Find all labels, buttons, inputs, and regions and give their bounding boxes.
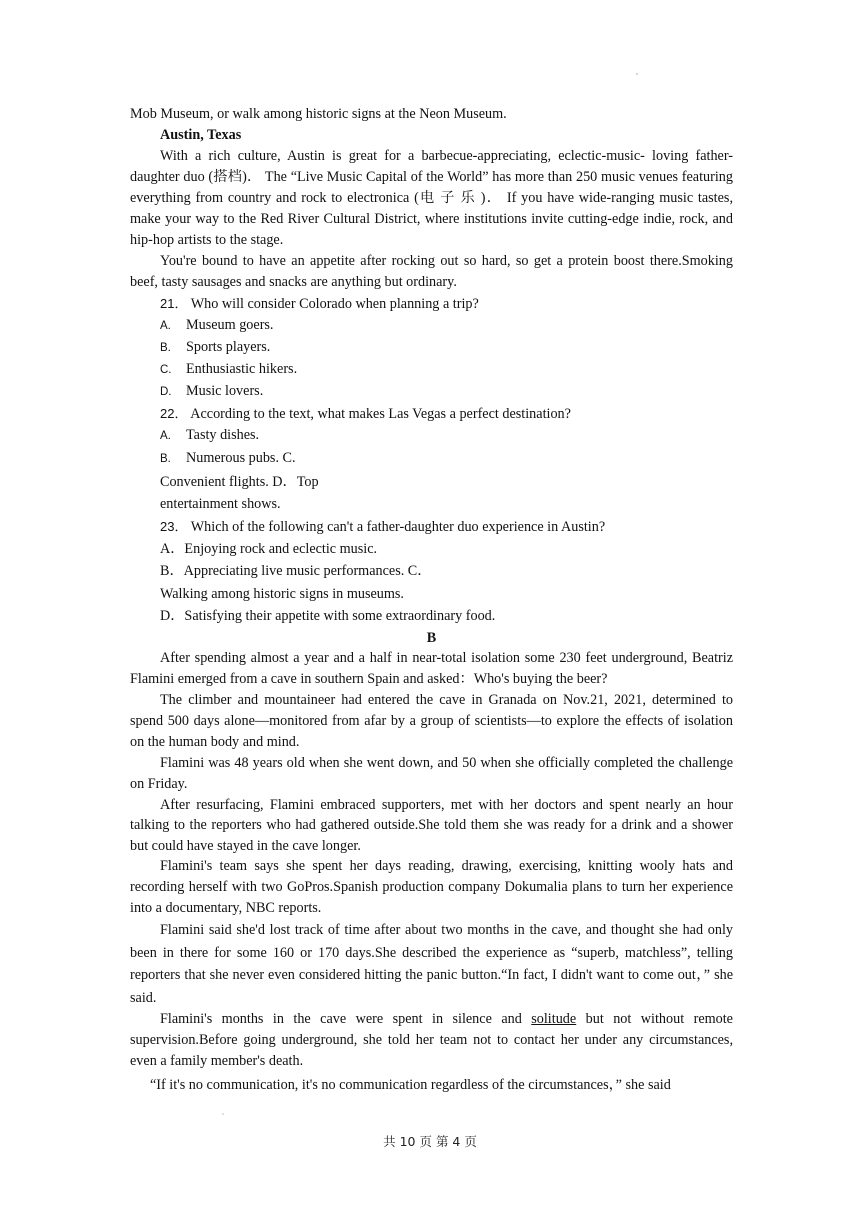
option-c: Walking among historic signs in museums. (160, 585, 404, 602)
paragraph-austin-1: With a rich culture, Austin is great for a barbecue-appreciating, eclectic-music- loving father-daughter duo (搭档)． The “Live Music Capital of the World” has more than 250 music venues featuring everything from country and rock to electronica (电 子 乐 )． If you have wide-ranging music tastes, make your way to the Red River Cultural District, where institutions invite cutting-edge indie, rock, and hip-hop artists to the stage. (130, 148, 733, 248)
question-number: 23． (160, 518, 188, 534)
section-heading-austin: Austin, Texas (160, 127, 242, 143)
section-heading-b: B (426, 629, 437, 646)
option-d: D. Music lovers. (160, 383, 264, 399)
paragraph-b-2: The climber and mountaineer had entered the cave in Granada on Nov.21, 2021, determined to spend 500 days alone—monitored from afar by a group of scientists—to explore the effects of isolation on the human body and mind. (130, 691, 733, 750)
option-a: A. Museum goers. (160, 317, 274, 333)
option-d-continued: entertainment shows. (160, 496, 281, 512)
paragraph-b-5: Flamini's team says she spent her days reading, drawing, exercising, knitting wooly hats and recording herself with two GoPros.Spanish production company Dokumalia plans to turn her experience into a documentary, NBC reports. (130, 858, 733, 916)
paragraph-b-1: After spending almost a year and a half in near-total isolation some 230 feet underground, Beatriz Flamini emerged from a cave in southern Spain and asked：Who's buying the beer? (130, 649, 733, 687)
question-23 (130, 516, 733, 628)
option-c-d: Convenient flights. D．Top (160, 473, 319, 490)
paragraph-b-8: “If it's no communication, it's no communication regardless of the circumstances，” she said (150, 1077, 671, 1093)
paragraph-b-6: Flamini said she'd lost track of time after about two months in the cave, and thought she had only been in there for some 160 or 170 days.She described the experience as “superb, matchless”, telling reporters that she never even considered hitting the panic button.“In fact, I didn't want to come out，” she said. (130, 922, 733, 1006)
question-number: 21． (160, 296, 188, 311)
scan-speck (636, 73, 638, 75)
paragraph-b-3: Flamini was 48 years old when she went down, and 50 when she officially completed the challenge on Friday. (130, 754, 733, 792)
option-c: C. Enthusiastic hikers. (160, 361, 298, 377)
question-number: 22． (160, 406, 188, 421)
option-a: A．Enjoying rock and eclectic music. (160, 540, 378, 557)
option-d: D．Satisfying their appetite with some extraordinary food. (160, 608, 496, 624)
underlined-word: solitude (531, 1011, 577, 1027)
option-b: B．Appreciating live music performances. C． (160, 563, 432, 579)
paragraph-b-7: Flamini's months in the cave were spent in silence and solitude but not without remote supervision.Before going underground, she told her team not to contact her under any circumstances, even a family member's death. (130, 1011, 733, 1069)
question-text: Who will consider Colorado when planning a trip? (190, 296, 479, 312)
question-text: According to the text, what makes Las Vegas a perfect destination? (190, 406, 571, 422)
option-b: B. Numerous pubs. C. (160, 450, 296, 466)
paragraph-b-4: After resurfacing, Flamini embraced supporters, met with her doctors and spent nearly an hour talking to the reporters who had gathered outside.She told them she was ready for a drink and a shower but could have stayed in the cave longer. (130, 796, 733, 854)
scan-speck (222, 1113, 224, 1115)
option-b: B. Sports players. (160, 339, 271, 355)
document-page (130, 104, 733, 1096)
question-21 (130, 293, 733, 403)
question-text: Which of the following can't a father-daughter duo experience in Austin? (190, 518, 606, 535)
question-22 (130, 403, 733, 516)
paragraph-austin-2: You're bound to have an appetite after rocking out so hard, so get a protein boost there.Smoking beef, tasty sausages and snacks are anything but ordinary. (130, 253, 733, 290)
page-footer: 共 10 页 第 4 页 (383, 1134, 477, 1149)
option-a: A. Tasty dishes. (160, 427, 260, 443)
paragraph-continuation: Mob Museum, or walk among historic signs at the Neon Museum. (130, 106, 507, 122)
